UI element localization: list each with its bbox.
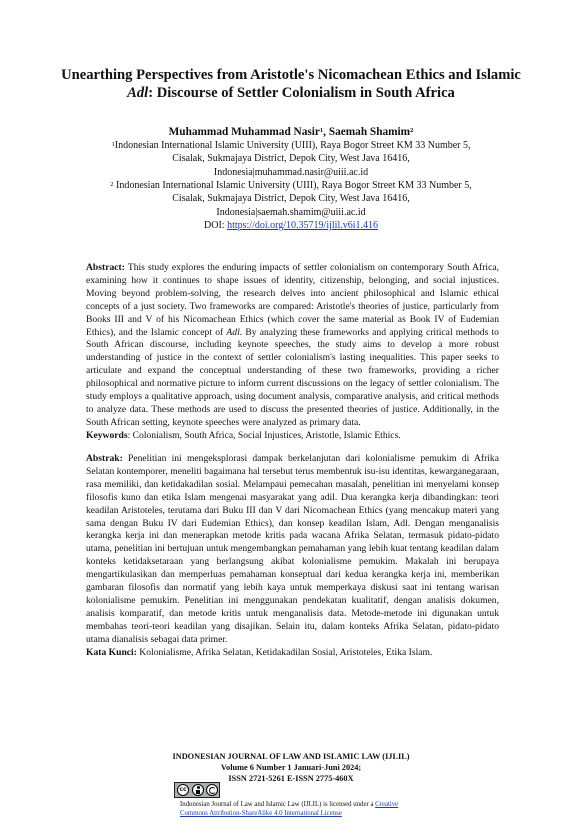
author-name-2: Saemah Shamim bbox=[328, 126, 411, 138]
author-separator: , bbox=[323, 126, 329, 138]
license-notice bbox=[180, 800, 440, 818]
doi-link[interactable]: https://doi.org/10.35719/ijlil.v6i1.416 bbox=[227, 220, 378, 231]
by-icon bbox=[192, 784, 204, 796]
kata-kunci-text: Kolonialisme, Afrika Selatan, Ketidakadilan Sosial, Aristoteles, Etika Islam. bbox=[136, 646, 433, 658]
doi-line bbox=[60, 219, 522, 232]
title-text-2: : Discourse of Settler Colonialism in South Africa bbox=[148, 85, 455, 101]
kata-kunci-label: Kata Kunci: bbox=[86, 646, 137, 658]
abstrak-keywords bbox=[86, 647, 499, 660]
keywords-label: Keywords bbox=[86, 429, 128, 441]
title-text-1: Unearthing Perspectives from Aristotle's Nicomachean Ethics and Islamic bbox=[61, 67, 521, 83]
affiliation-1 bbox=[60, 139, 522, 179]
abstract-body bbox=[86, 262, 499, 430]
license-text: Indonesian Journal of Law and Islamic Law (IJLIL) is licensed under a bbox=[180, 801, 376, 808]
keywords-text: : Colonialism, South Africa, Social Injustices, Aristotle, Islamic Ethics. bbox=[127, 429, 401, 441]
affiliation-1-email: Indonesia|muhammad.nasir@uiii.ac.id bbox=[213, 166, 369, 178]
affiliation-sup-2: 2 bbox=[110, 181, 114, 188]
doi-label: DOI: bbox=[204, 220, 228, 231]
cc-by-sa-icon[interactable] bbox=[174, 782, 220, 798]
abstrak-text: Penelitian ini mengeksplorasi dampak berkelanjutan dari kolonialisme pemukim di Afrika Selatan kontemporer, meneliti bagaimana hal tersebut terus membentuk isu-isu identitas, kewarganegaraan, rasa memiliki, dan ketidakadilan sosial. Melampaui pemecahan masalah, penelitian ini menyelami konsep filosofis kuno dan etika Islam mengenai masyarakat yang adil. Dua kerangka kerja dibandingkan: teori keadilan Aristoteles, terutama dari Buku III dan V dari Nicomachean Ethics (yang mencakup materi yang sama dengan Buku IV dari Eudemian Ethics), dan konsep keadilan Islam, Adl. Dengan menganalisis kerangka kerja ini dan menerapkan metode kritis pada wacana Afrika Selatan, termasuk pidato-pidato utama, penelitian ini bertujuan untuk mengembangkan pemahaman yang lebih kuat tentang keadilan dalam konteks ketidaksetaraan yang berlangsung akibat kolonialisme pemukim. Makalah ini berupaya mengartikulasikan dan memperluas pemahaman konseptual dari kedua kerangka kerja ini, memberikan gambaran filosofis dan normatif yang lebih kaya untuk memperkaya diskusi saat ini tentang warisan kolonialisme pemukim. Penelitian ini menggunakan pendekatan kualitatif, dengan analisis dokumen, analisis komparatif, dan metode kritis untuk menganalisis data. Metode-metode ini digunakan untuk membahas teori-teori keadilan yang disajikan. Selain itu, dalam konteks Afrika Selatan, pidato-pidato utama dianalisis sebagai data primer. bbox=[86, 453, 499, 645]
affiliation-1-line-2: Cisalak, Sukmajaya District, Depok City, West Java 16416, bbox=[172, 153, 410, 165]
affiliation-1-line-1: Indonesian International Islamic University (UIII), Raya Bogor Street KM 33 Number 5, bbox=[114, 140, 471, 151]
license-link-part-1[interactable]: Creative bbox=[375, 801, 399, 808]
abstrak-label: Abstrak: bbox=[86, 453, 123, 464]
abstrak-section bbox=[86, 453, 499, 660]
sa-icon bbox=[206, 784, 218, 796]
author-sup-2: 2 bbox=[410, 127, 414, 134]
abstract-keywords bbox=[86, 430, 499, 443]
abstract-label: Abstract: bbox=[86, 262, 125, 273]
abstract-section bbox=[86, 262, 499, 443]
author-list bbox=[60, 125, 522, 139]
cc-icon: cc bbox=[177, 784, 189, 796]
abstrak-body bbox=[86, 453, 499, 647]
affiliation-2-email: Indonesia|saemah.shamim@uiii.ac.id bbox=[216, 206, 366, 218]
abstract-italic-term: Adl bbox=[226, 326, 240, 338]
title-italic-term: Adl bbox=[127, 85, 149, 101]
abstract-text: This study explores the enduring impacts of settler colonialism on contemporary South Africa, examining how it continues to shape issues of identity, citizenship, belonging, and social injustices. Moving beyond problem-solving, the research delves into ancient philosophical and Islamic ethical concepts of a just society. Two frameworks are compared: Aristotle's theories of justice, particularly from Books III and V of his Nicomachean Ethics (which cover the same material as Book IV of Eudemian Ethics), and the Islamic concept of bbox=[86, 262, 499, 338]
journal-volume: Volume 6 Number 1 Januari-Juni 2024; bbox=[220, 763, 362, 772]
license-link-part-2[interactable]: Commons Attribution-ShareAlike 4.0 International License bbox=[180, 810, 342, 817]
affiliation-2-line-2: Cisalak, Sukmajaya District, Depok City, West Java 16416, bbox=[172, 193, 410, 205]
affiliation-2 bbox=[60, 179, 522, 219]
affiliation-sup-1: 1 bbox=[111, 141, 115, 148]
journal-name: INDONESIAN JOURNAL OF LAW AND ISLAMIC LAW (IJLIL) bbox=[172, 752, 410, 761]
author-sup-1: 1 bbox=[319, 127, 324, 134]
abstract-text-2: . By analyzing these frameworks and applying critical methods to South African discourse, including keynote speeches, the study aims to develop a more robust understanding of justice in the context of settler colonialism's lasting inequalities. This paper seeks to articulate and expand the conceptual understanding of these two frameworks, providing a richer philosophical and normative picture to inform current discussions on the legacy of settler colonialism. The study employs a qualitative approach, using document analysis, comparative analysis, and critical methods to analyze data. These methods are used to discuss the presented theories of justice. Additionally, in the South African setting, keynote speeches were analyzed as primary data. bbox=[86, 326, 499, 428]
affiliation-2-line-1: Indonesian International Islamic University (UIII), Raya Bogor Street KM 33 Number 5, bbox=[113, 180, 472, 191]
author-name-1: Muhammad Muhammad Nasir bbox=[168, 126, 320, 138]
paper-title bbox=[60, 66, 522, 102]
journal-footer bbox=[60, 751, 522, 784]
journal-issn: ISSN 2721-5261 E-ISSN 2775-460X bbox=[228, 774, 354, 783]
